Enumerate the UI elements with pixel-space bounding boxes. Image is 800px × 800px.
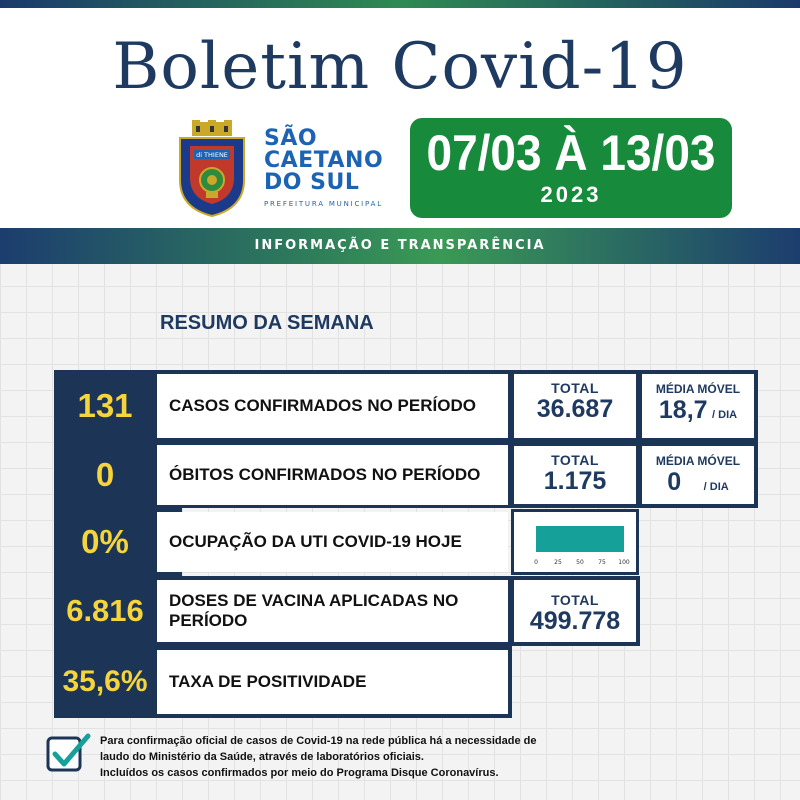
moving-avg-deaths-value: 0	[667, 468, 682, 496]
total-deaths-value: 1.175	[543, 467, 607, 495]
info-band	[0, 228, 800, 264]
uti-chart-tick-label: 100	[618, 559, 630, 566]
city-subtitle: PREFEITURA MUNICIPAL	[264, 200, 383, 208]
uti-value: 0%	[58, 512, 152, 572]
total-deaths-label: TOTAL	[551, 452, 599, 468]
section-title: RESUMO DA SEMANA	[160, 312, 374, 334]
city-crest-icon	[172, 120, 252, 218]
uti-chart	[514, 512, 636, 572]
footer-line3: Incluídos os casos confirmados por meio do Programa Disque Coronavírus.	[100, 767, 499, 779]
footer-line2: laudo do Ministério da Saúde, através de laboratórios oficiais.	[100, 751, 424, 763]
city-name-line3: DO SUL	[264, 170, 360, 195]
moving-avg-cases-box	[638, 370, 758, 442]
moving-avg-deaths-label: MÉDIA MÓVEL	[655, 454, 741, 468]
total-deaths-box	[510, 442, 640, 508]
uti-chart-bar	[536, 526, 624, 552]
vaccine-value: 6.816	[58, 580, 152, 642]
moving-avg-cases-label: MÉDIA MÓVEL	[655, 382, 741, 396]
moving-avg-deaths-box	[638, 442, 758, 508]
total-cases-value: 36.687	[536, 395, 614, 423]
city-name-line1: SÃO	[264, 126, 318, 151]
top-gradient-bar	[0, 0, 800, 8]
total-cases-label: TOTAL	[551, 380, 599, 396]
footer-line1: Para confirmação oficial de casos de Covid-19 na rede pública há a necessidade de	[100, 735, 537, 747]
deaths-value: 0	[58, 445, 152, 505]
uti-chart-box	[511, 509, 639, 575]
total-vaccine-box	[510, 576, 640, 646]
header	[0, 8, 800, 228]
uti-chart-tick-label: 0	[534, 559, 538, 566]
uti-chart-tick-label: 25	[554, 559, 562, 566]
deaths-label: ÓBITOS CONFIRMADOS NO PERÍODO	[157, 445, 508, 505]
checkmark-icon	[46, 732, 92, 774]
crest-banner-text: di THIENE	[196, 151, 228, 159]
total-vaccine-value: 499.778	[529, 607, 621, 635]
info-band-text: INFORMAÇÃO E TRANSPARÊNCIA	[254, 238, 546, 253]
footer-note	[100, 733, 620, 781]
uti-label: OCUPAÇÃO DA UTI COVID-19 HOJE	[157, 512, 508, 572]
total-vaccine-label: TOTAL	[551, 592, 599, 608]
page-title: Boletim Covid-19	[112, 30, 688, 104]
date-box	[410, 118, 732, 218]
cases-label: CASOS CONFIRMADOS NO PERÍODO	[157, 374, 508, 438]
city-name	[264, 128, 394, 194]
city-logo	[172, 120, 392, 220]
positivity-label: TAXA DE POSITIVIDADE	[157, 650, 508, 714]
vaccine-label: DOSES DE VACINA APLICADAS NO PERÍODO	[157, 580, 508, 642]
city-name-line2: CAETANO	[264, 148, 384, 173]
total-cases-box	[510, 370, 640, 442]
cases-value: 131	[58, 374, 152, 438]
uti-chart-tick-label: 50	[576, 559, 584, 566]
date-range: 07/03 À 13/03	[426, 125, 716, 181]
date-year: 2023	[540, 182, 602, 207]
moving-avg-deaths-unit: / DIA	[703, 481, 729, 493]
moving-avg-cases-value: 18,7	[658, 396, 708, 424]
moving-avg-cases-unit: / DIA	[712, 409, 738, 421]
positivity-value: 35,6%	[58, 650, 152, 714]
uti-chart-tick-label: 75	[598, 559, 606, 566]
